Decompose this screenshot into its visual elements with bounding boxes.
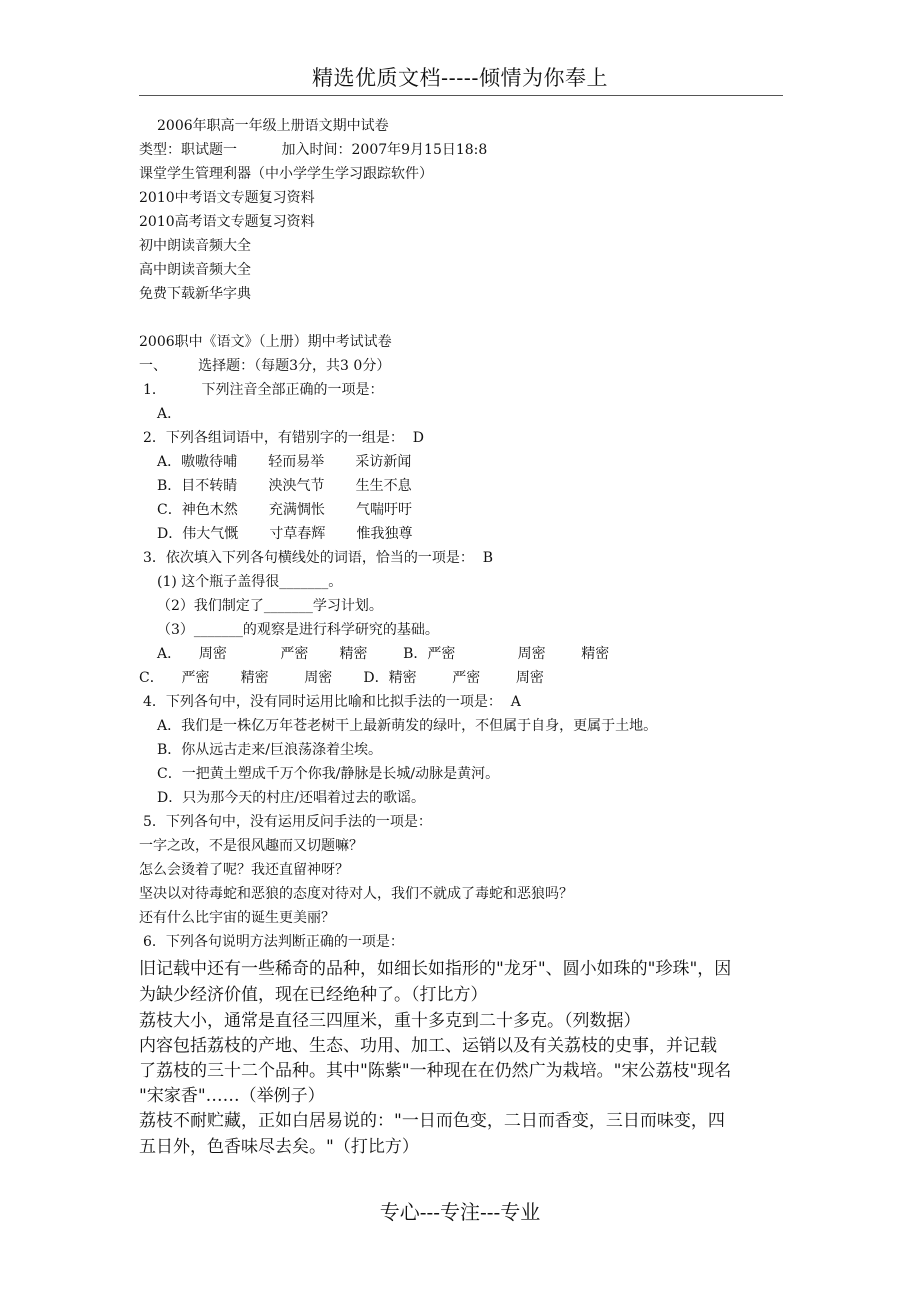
link-item[interactable]: 2010中考语文专题复习资料 bbox=[139, 190, 315, 206]
header-divider bbox=[139, 95, 783, 96]
q6-line: 荔枝不耐贮藏，正如白居易说的："一日而色变，二日而香变，三日而味变，四 bbox=[139, 1111, 725, 1131]
q6-line: 旧记载中还有一些稀奇的品种，如细长如指形的"龙牙"、圆小如珠的"珍珠"，因 bbox=[139, 959, 732, 979]
q5-option: 怎么会烫着了呢？我还直留神呀？ bbox=[139, 862, 349, 878]
link-item[interactable]: 初中朗读音频大全 bbox=[139, 238, 251, 254]
question-2: 2．下列各组词语中，有错别字的一组是： D bbox=[143, 430, 425, 446]
question-4: 4．下列各句中，没有同时运用比喻和比拟手法的一项是： A bbox=[143, 694, 521, 710]
question-3: 3．依次填入下列各句横线处的词语，恰当的一项是： B bbox=[143, 550, 494, 566]
q4-option: D．只为那今天的村庄/还唱着过去的歌谣。 bbox=[157, 790, 425, 806]
doc-type-line: 类型：职试题一 加入时间：2007年9月15日18:8 bbox=[139, 142, 488, 158]
link-item[interactable]: 2010高考语文专题复习资料 bbox=[139, 214, 315, 230]
q4-option: B．你从远古走来/巨浪荡涤着尘埃。 bbox=[157, 742, 383, 758]
exam-title: 2006职中《语文》（上册）期中考试试卷 bbox=[139, 334, 392, 350]
q6-line: 了荔枝的三十二个品种。其中"陈紫"一种现在在仍然广为栽培。"宋公荔枝"现名 bbox=[139, 1061, 732, 1081]
page-header: 精选优质文档-----倾情为你奉上 bbox=[312, 66, 608, 90]
q3-blank: （3）_______的观察是进行科学研究的基础。 bbox=[157, 622, 439, 638]
q5-option: 还有什么比宇宙的诞生更美丽？ bbox=[139, 910, 335, 926]
q3-blank: （2）我们制定了_______学习计划。 bbox=[157, 598, 383, 614]
q3-option: A． 周密 严密 精密 B．严密 周密 精密 bbox=[157, 646, 610, 662]
link-item[interactable]: 课堂学生管理利器（中小学学生学习跟踪软件） bbox=[139, 166, 433, 182]
q6-line: 内容包括荔枝的产地、生态、功用、加工、运销以及有关荔枝的史事，并记载 bbox=[139, 1036, 717, 1056]
q6-line: "宋家香"……（举例子） bbox=[139, 1086, 325, 1106]
link-item[interactable]: 高中朗读音频大全 bbox=[139, 262, 251, 278]
question-5: 5．下列各句中，没有运用反问手法的一项是： bbox=[143, 814, 432, 830]
q2-option: B．目不转睛 泱泱气节 生生不息 bbox=[157, 478, 412, 494]
q5-option: 一字之改，不是很风趣而又切题嘛？ bbox=[139, 838, 363, 854]
link-item[interactable]: 免费下载新华字典 bbox=[139, 286, 251, 302]
q1-option-a: A． bbox=[157, 406, 182, 422]
section-heading: 一、 选择题：（每题3分，共3 0分） bbox=[139, 358, 391, 374]
q6-line: 为缺少经济价值，现在已经绝种了。（打比方） bbox=[139, 985, 488, 1005]
q3-option: C． 严密 精密 周密 D．精密 严密 周密 bbox=[139, 670, 544, 686]
q5-option: 坚决以对待毒蛇和恶狼的态度对待对人，我们不就成了毒蛇和恶狼吗？ bbox=[139, 886, 573, 902]
page-footer: 专心---专注---专业 bbox=[379, 1200, 541, 1224]
q4-option: A．我们是一株亿万年苍老树干上最新萌发的绿叶，不但属于自身，更属于土地。 bbox=[157, 718, 658, 734]
q3-blank: (1) 这个瓶子盖得很_______。 bbox=[157, 574, 343, 590]
q6-line: 五日外，色香味尽去矣。"（打比方） bbox=[139, 1137, 419, 1157]
q2-option: A．嗷嗷待哺 轻而易举 采访新闻 bbox=[157, 454, 412, 470]
q4-option: C．一把黄土塑成千万个你我/静脉是长城/动脉是黄河。 bbox=[157, 766, 500, 782]
doc-title: 2006年职高一年级上册语文期中试卷 bbox=[157, 118, 389, 134]
question-6: 6．下列各句说明方法判断正确的一项是： bbox=[143, 934, 404, 950]
q2-option: C．神色木然 充满惆怅 气喘吁吁 bbox=[157, 502, 413, 518]
question-1: 1． 下列注音全部正确的一项是： bbox=[143, 382, 384, 398]
q6-line: 荔枝大小，通常是直径三四厘米，重十多克到二十多克。（列数据） bbox=[139, 1011, 641, 1031]
q2-option: D．伟大气慨 寸草春辉 惟我独尊 bbox=[157, 526, 413, 542]
